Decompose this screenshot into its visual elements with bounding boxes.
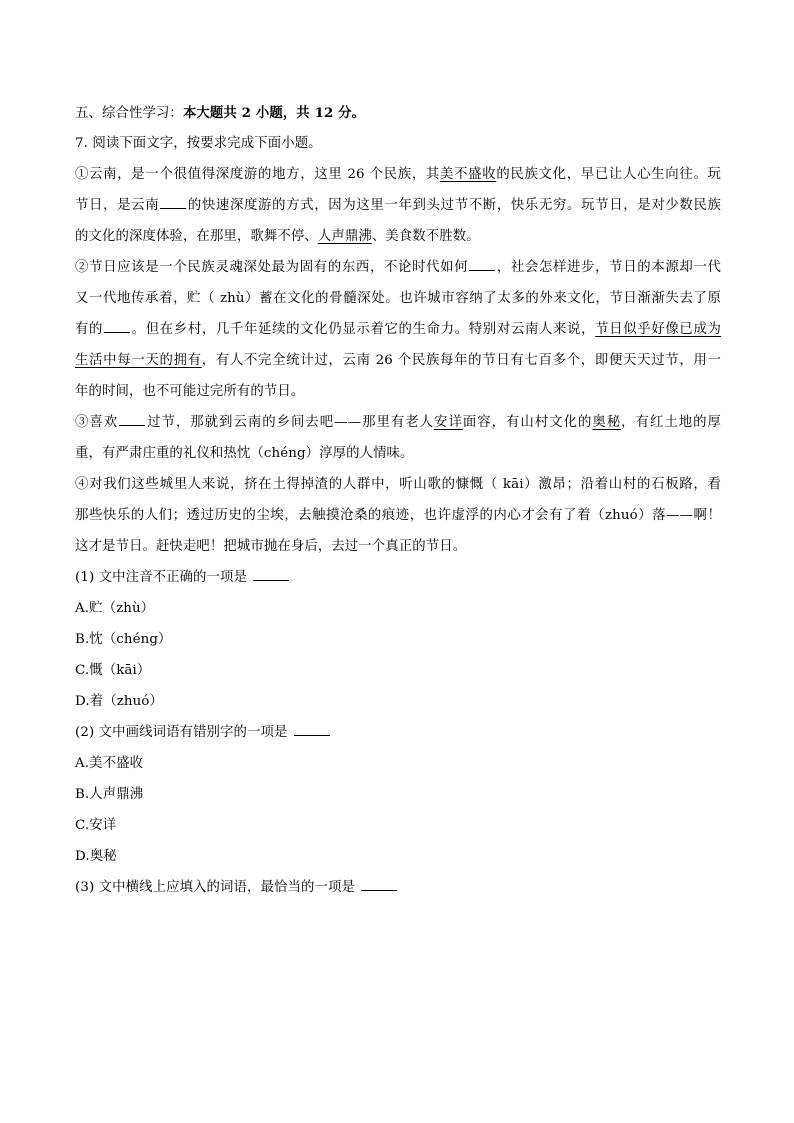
underlined-sentence-part-1: 节日似乎好像已成为 [595, 322, 721, 337]
underlined-sentence-part-2: 生活中每一天的拥有 [75, 353, 202, 368]
passage-p3-line-2: 重，有严肃庄重的礼仪和热忱（chéng）淳厚的人情味。 [75, 446, 414, 461]
sub-question-2-option-d[interactable]: D.奥秘 [75, 849, 117, 864]
text-run: 过节，那就到云南的乡间去吧——那里有老人 [146, 415, 435, 430]
text-run: 有的 [75, 322, 104, 337]
sub-question-1-stem [75, 568, 289, 588]
passage-p4-line-2: 那些快乐的人们；透过历史的尘埃，去触摸沧桑的痕迹，也许虚浮的内心才会有了着（zhuó）落——啊！ [75, 508, 721, 523]
passage-p2-line-5: 年的时间，也不可能过完所有的节日。 [75, 384, 305, 399]
text-run: 、美食数不胜数。 [371, 229, 480, 244]
passage-p1-line-1 [75, 165, 721, 185]
passage-p1-line-2 [75, 196, 721, 216]
text-run: 的民族文化，早已让人心生向往。玩 [496, 167, 721, 182]
fill-blank-4 [119, 413, 145, 426]
underlined-term-meibushengshou: 美不盛收 [440, 167, 497, 182]
underlined-term-aomi: 奥秘 [592, 415, 622, 430]
question-stem-text: (1) 文中注音不正确的一项是 [75, 570, 248, 585]
question-stem-text: (2) 文中画线词语有错别字的一项是 [75, 725, 288, 740]
text-run: ③喜欢 [75, 415, 119, 430]
passage-p3-line-1 [75, 413, 721, 433]
text-run: ，有红土地的厚 [621, 415, 722, 430]
text-run: 的文化的深度体验，在那里，歌舞不停、 [75, 229, 318, 244]
sub-question-1-option-d[interactable]: D.着（zhuó） [75, 694, 163, 709]
sub-question-2-option-b[interactable]: B.人声鼎沸 [75, 787, 144, 802]
underlined-term-anxiang: 安详 [434, 415, 463, 430]
section-heading [75, 103, 365, 124]
text-run: 节日，是云南 [75, 198, 160, 213]
fill-blank-3 [104, 320, 130, 333]
answer-blank[interactable] [294, 723, 330, 736]
text-run: ①云南，是一个很值得深度游的地方，这里 26 个民族，其 [75, 167, 440, 182]
answer-blank[interactable] [253, 568, 289, 581]
text-run: 面容，有山村文化的 [462, 415, 593, 430]
answer-blank[interactable] [361, 878, 397, 891]
passage-p4-line-3: 这才是节日。赶快走吧！把城市抛在身后，去过一个真正的节日。 [75, 539, 467, 554]
sub-question-1-option-c[interactable]: C.慨（kāi） [75, 663, 151, 678]
section-heading-bold: 本大题共 2 小题，共 12 分。 [182, 105, 366, 121]
text-run: ②节日应该是一个民族灵魂深处最为固有的东西，不论时代如何 [75, 260, 469, 275]
sub-question-3-stem [75, 878, 397, 898]
text-run: ，有人不完全统计过，云南 26 个民族每年的节日有七百多个，即便天天过节，用一 [201, 353, 722, 368]
section-heading-plain: 五、综合性学习： [75, 106, 183, 121]
text-run: 。但在乡村，几千年延续的文化仍显示着它的生命力。特别对云南人来说， [131, 322, 596, 337]
passage-p1-line-3 [75, 227, 480, 247]
passage-p2-line-2: 又一代地传承着，贮（ zhù）蓄在文化的骨髓深处。也许城市容纳了太多的外来文化，节日渐渐失去了原 [75, 291, 721, 306]
sub-question-1-option-a[interactable]: A.贮（zhù） [75, 601, 155, 616]
sub-question-2-option-c[interactable]: C.安详 [75, 818, 117, 833]
text-run: 的快速深度游的方式，因为这里一年到头过节不断，快乐无穷。玩节日，是对少数民族 [187, 198, 721, 213]
passage-p2-line-1 [75, 258, 721, 278]
text-run: ，社会怎样进步，节日的本源却一代 [496, 260, 721, 275]
passage-p2-line-3 [75, 320, 721, 340]
underlined-term-renshengdingfei: 人声鼎沸 [317, 229, 372, 244]
question-instruction: 7. 阅读下面文字，按要求完成下面小题。 [75, 136, 322, 151]
passage-p2-line-4 [75, 351, 721, 371]
passage-p4-line-1: ④对我们这些城里人来说，挤在土得掉渣的人群中，听山歌的慷慨（ kāi）激昂；沿着山村的石板路，看 [75, 477, 721, 492]
question-stem-text: (3) 文中横线上应填入的词语，最恰当的一项是 [75, 880, 355, 895]
fill-blank-1 [160, 196, 186, 209]
sub-question-2-stem [75, 723, 330, 743]
sub-question-1-option-b[interactable]: B.忱（chéng） [75, 632, 172, 647]
sub-question-2-option-a[interactable]: A.美不盛收 [75, 756, 144, 771]
fill-blank-2 [469, 258, 495, 271]
